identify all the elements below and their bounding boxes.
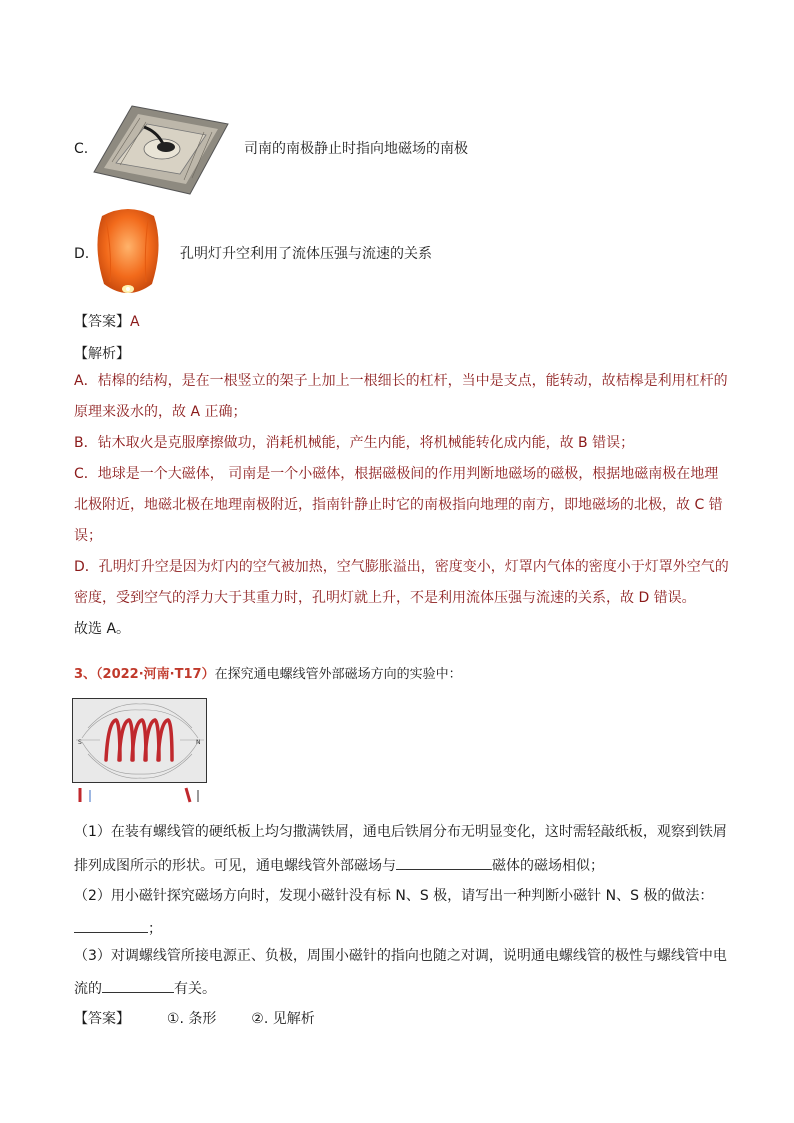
analysis-c-line-2: 北极附近，地磁北极在地理南极附近，指南针静止时它的南极指向地理的南方，即地磁场的北极，故 C 错: [74, 497, 723, 513]
analysis-c-line-3: 误；: [74, 528, 102, 544]
option-c-text: 司南的南极静止时指向地磁场的南极: [244, 141, 468, 157]
analysis-tag: 【解析】: [74, 346, 130, 362]
analysis-d-line-1: D．孔明灯升空是因为灯内的空气被加热，空气膨胀溢出，密度变小，灯罩内气体的密度小于灯罩外空气的: [74, 559, 729, 575]
answer-blank-2[interactable]: [74, 918, 148, 933]
analysis-d-line-2: 密度，受到空气的浮力大于其重力时，孔明灯就上升，不是利用流体压强与流速的关系，故 D 错误。: [74, 590, 696, 606]
option-c-label: C.: [74, 141, 89, 157]
answer-blank-1[interactable]: [396, 855, 492, 870]
analysis-1-body: [74, 366, 734, 645]
answer-3-item-2-text: . 见解析: [263, 1011, 315, 1027]
q3-part-3-line-2: [74, 978, 216, 998]
question-source: （2022·河南·T17）: [96, 667, 215, 682]
q3-part-2-line-1: （2）用小磁针探究磁场方向时，发现小磁针没有标 N、S 极，请写出一种判断小磁针 N、S 极的做法：: [74, 888, 714, 904]
q3-part-3-line-1: （3）对调螺线管所接电源正、负极，周围小磁针的指向也随之对调，说明通电螺线管的极性与螺线管中电: [74, 948, 727, 964]
answer-3-item-1-num: ①: [166, 1011, 180, 1027]
analysis-a-line-2: 原理来汲水的，故 A 正确；: [74, 404, 247, 420]
n-pole-label: N: [196, 739, 201, 746]
solenoid-figure: [72, 698, 208, 804]
q3-part-3-text-b: 有关。: [174, 981, 216, 997]
q3-part-1-line-1: （1）在装有螺线管的硬纸板上均匀撒满铁屑，通电后铁屑分布无明显变化，这时需轻敲纸板，观察到铁屑: [74, 824, 727, 840]
q3-part-1-text-a: 排列成图所示的形状。可见，通电螺线管外部磁场与: [74, 858, 396, 874]
answer-1: [74, 313, 140, 331]
sinan-compass-image: [92, 102, 230, 198]
question-3-header: [74, 666, 462, 684]
answer-3-item-1-text: . 条形: [179, 1011, 217, 1027]
answer-tag: 【答案】: [74, 314, 130, 330]
q3-part-2-end: ；: [148, 921, 162, 937]
q3-part-1-line-2: [74, 855, 604, 875]
analysis-b-line-1: B．钻木取火是克服摩擦做功，消耗机械能，产生内能，将机械能转化成内能，故 B 错误；: [74, 435, 635, 451]
answer-3: [74, 1010, 315, 1028]
analysis-conclusion: 故选 A。: [74, 621, 131, 637]
analysis-a-line-1: A．桔槔的结构，是在一根竖立的架子上加上一根细长的杠杆，当中是支点，能转动，故桔槔是利用杠杆的: [74, 373, 728, 389]
option-d-label: D.: [74, 246, 90, 262]
answer-3-item-2-num: ②: [251, 1011, 264, 1027]
q3-part-3-text-a: 流的: [74, 981, 102, 997]
q3-part-2-line-2: [74, 918, 162, 938]
answer-value: A: [130, 314, 140, 330]
answer-blank-3[interactable]: [102, 978, 174, 993]
s-pole-label: S: [78, 739, 82, 746]
answer-3-tag: 【答案】: [74, 1011, 130, 1027]
analysis-c-line-1: C．地球是一个大磁体， 司南是一个小磁体，根据磁极间的作用判断地磁场的磁极，根据地磁南极在地理: [74, 466, 719, 482]
q3-part-1-text-b: 磁体的磁场相似；: [492, 858, 604, 874]
option-d-text: 孔明灯升空利用了流体压强与流速的关系: [180, 246, 432, 262]
question-stem: 在探究通电螺线管外部磁场方向的实验中：: [214, 667, 462, 682]
question-number: 3、: [74, 667, 97, 682]
kongming-lantern-image: [92, 206, 164, 302]
